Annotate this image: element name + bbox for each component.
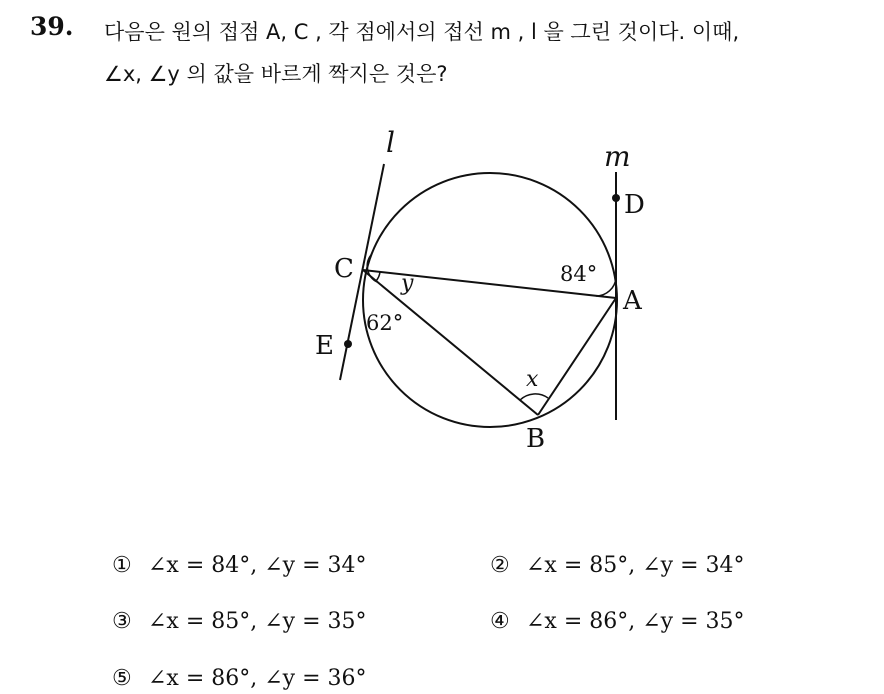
choice-number: ④ <box>490 609 510 634</box>
choice-text: ∠x = 86°, ∠y = 35° <box>526 609 745 634</box>
angle-arc-x <box>520 394 548 400</box>
label-c: C <box>334 254 354 284</box>
angle-arc-y <box>376 272 380 281</box>
label-y: y <box>401 271 414 296</box>
choice-4[interactable] <box>490 609 745 634</box>
label-b: B <box>526 424 546 454</box>
label-e: E <box>315 331 334 361</box>
choice-5[interactable] <box>112 666 367 691</box>
choice-text: ∠x = 85°, ∠y = 34° <box>526 553 745 578</box>
label-d: D <box>624 190 645 220</box>
angle-arc-84 <box>596 278 616 296</box>
choice-number: ② <box>490 553 510 578</box>
question-text-line-1: 다음은 원의 접점 A, C , 각 점에서의 접선 m , l 을 그린 것이다. 이때, <box>104 20 740 44</box>
angle-arc-62 <box>367 255 377 282</box>
choice-text: ∠x = 84°, ∠y = 34° <box>148 553 367 578</box>
chord-cb <box>363 270 538 415</box>
choice-1[interactable] <box>112 553 367 578</box>
choice-number: ① <box>112 553 132 578</box>
choice-2[interactable] <box>490 553 745 578</box>
choice-number: ③ <box>112 609 132 634</box>
point-d <box>612 194 620 202</box>
choice-number: ⑤ <box>112 666 132 691</box>
question-text-line-2: ∠x, ∠y 의 값을 바르게 짝지은 것은? <box>104 62 448 86</box>
label-l: l <box>386 126 395 159</box>
choice-text: ∠x = 86°, ∠y = 36° <box>148 666 367 691</box>
label-m: m <box>604 140 631 173</box>
label-angle-84: 84° <box>560 262 598 286</box>
point-e <box>344 340 352 348</box>
choice-text: ∠x = 85°, ∠y = 35° <box>148 609 367 634</box>
label-angle-62: 62° <box>366 311 404 335</box>
label-x: x <box>526 367 539 392</box>
label-a: A <box>623 286 642 316</box>
problem-number: 39. <box>30 12 74 41</box>
circle <box>363 173 617 427</box>
choice-3[interactable] <box>112 609 367 634</box>
